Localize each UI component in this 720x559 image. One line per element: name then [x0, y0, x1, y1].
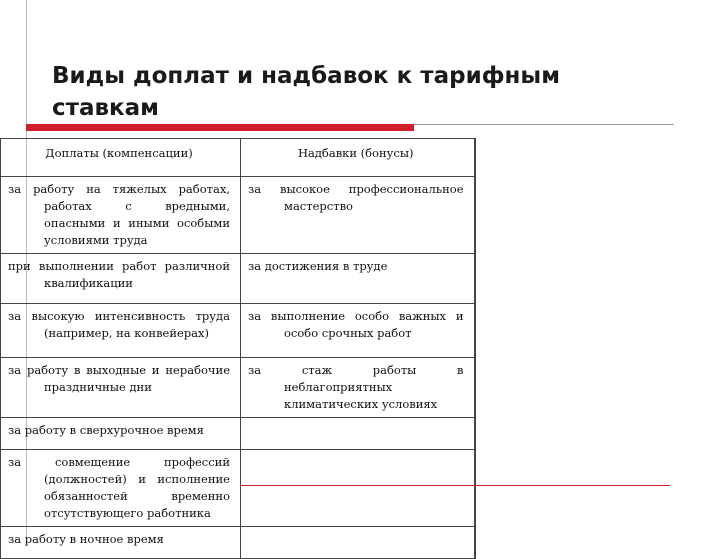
table-row	[1, 254, 475, 304]
red-divider-line	[240, 485, 670, 486]
table-row	[1, 418, 475, 450]
bonus-cell	[241, 450, 475, 527]
compensation-cell: за работу в ночное время	[1, 527, 241, 559]
bonus-cell	[241, 418, 475, 450]
allowances-table	[0, 138, 476, 559]
table-row	[1, 358, 475, 418]
bonus-cell: за высокое профессиональное мастерство	[241, 177, 475, 254]
bonus-cell	[241, 527, 475, 559]
compensation-cell: за работу в сверхурочное время	[1, 418, 241, 450]
compensation-cell: при выполнении работ различной квалификации	[1, 254, 241, 304]
table-row	[1, 177, 475, 254]
bonus-cell: за выполнение особо важных и особо срочных работ	[241, 304, 475, 358]
title-accent-bar	[26, 124, 414, 131]
compensation-cell: за совмещение профессий (должностей) и исполнение обязанностей временно отсутствующего работника	[1, 450, 241, 527]
bonus-cell: за достижения в труде	[241, 254, 475, 304]
compensation-cell: за высокую интенсивность труда (например, на конвейерах)	[1, 304, 241, 358]
header-compensations: Доплаты (компенсации)	[1, 139, 241, 177]
header-bonuses: Надбавки (бонусы)	[241, 139, 475, 177]
compensation-cell: за работу на тяжелых работах, работах с вредными, опасными и иными особыми условиями труда	[1, 177, 241, 254]
compensation-cell: за работу в выходные и нерабочие праздничные дни	[1, 358, 241, 418]
table-row	[1, 450, 475, 527]
table-row	[1, 527, 475, 559]
slide-title: Виды доплат и надбавок к тарифным ставкам	[52, 63, 561, 121]
table-header-row	[1, 139, 475, 177]
table-row	[1, 304, 475, 358]
bonus-cell: за стаж работы в неблагоприятных климатических условиях	[241, 358, 475, 418]
